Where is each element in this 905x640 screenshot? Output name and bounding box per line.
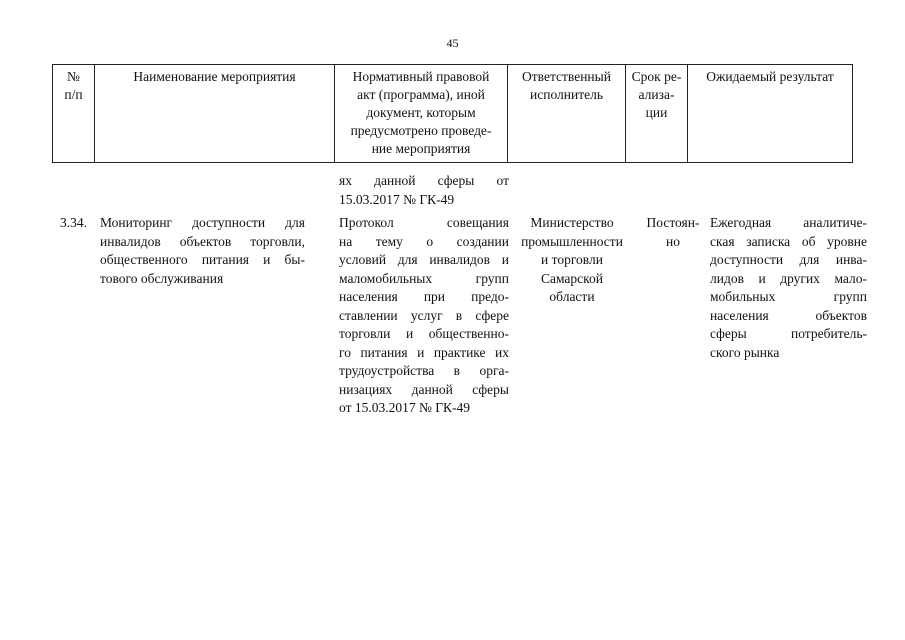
header-result: Ожидаемый результат bbox=[688, 65, 853, 163]
header-term: Срок ре- ализа- ции bbox=[626, 65, 688, 163]
row-term: Постоян- но bbox=[646, 215, 700, 249]
row-result: Ежегодная аналитиче- ская записка об уровне доступности для инва- лидов и других мало- мобильных групп населения объектов сферы потребитель- ского рынка bbox=[710, 215, 867, 360]
row-executor: Министерство промышленности и торговли Самарской области bbox=[521, 215, 623, 304]
table-header bbox=[52, 64, 853, 163]
header-executor: Ответственный исполнитель bbox=[508, 65, 626, 163]
header-name: Наименование мероприятия bbox=[95, 65, 335, 163]
row-num: 3.34. bbox=[60, 215, 87, 230]
header-act: Нормативный правовой акт (программа), иной документ, которым предусмотрено проведе- ние мероприятия bbox=[335, 65, 508, 163]
continuation-act: ях данной сферы от 15.03.2017 № ГК-49 bbox=[339, 173, 509, 207]
page-number: 45 bbox=[446, 36, 459, 50]
row-act: Протокол совещания на тему о создании условий для инвалидов и маломобильных групп населения при предо- ставлении услуг в сфере торговли и общественно- го питания и практике их трудоустройства в орга- низациях данной сферы от 15.03.2017 № ГК-49 bbox=[339, 215, 509, 415]
row-name: Мониторинг доступности для инвалидов объектов торговли, общественного питания и бы- тового обслуживания bbox=[100, 215, 305, 286]
header-num: № п/п bbox=[53, 65, 95, 163]
